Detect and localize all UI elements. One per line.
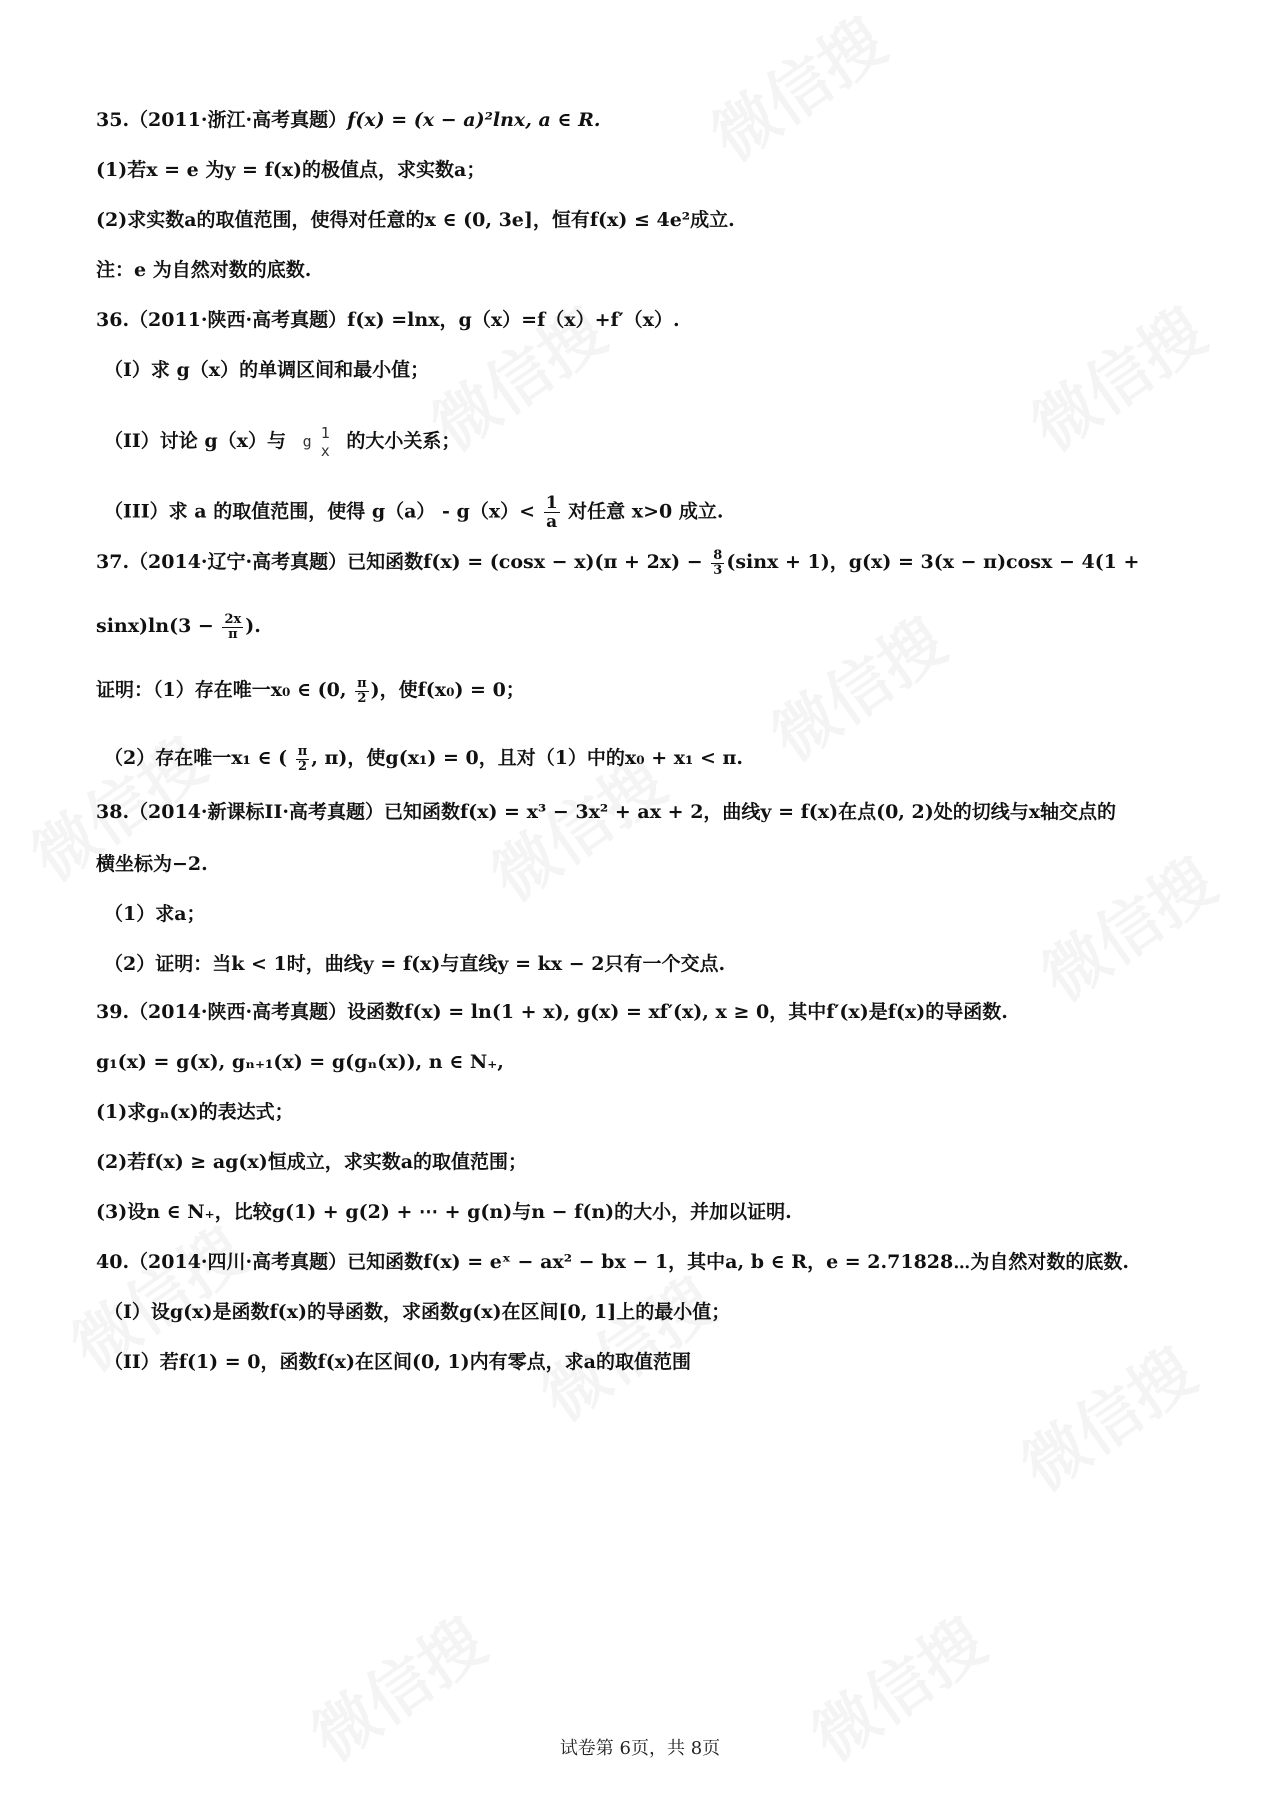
g-arg-numerator: 1 [320,424,330,442]
q40-formula: 已知函数f(x) = eˣ − ax² − bx − 1，其中a, b ∈ R，e = 2.71828⋯为自然对数的底数. [347,1251,1129,1273]
q35-note: 注：e 为自然对数的底数. [96,259,312,281]
q37-part1 [96,676,1220,706]
fraction-denominator: 2 [357,690,367,706]
q35-formula: f(x) = (x − a)²lnx, a ∈ R. [347,109,601,131]
q37-formula-c: sinx)ln(3 − [96,615,214,637]
fraction-numerator: π [297,743,308,759]
pi-over-two-fraction [355,677,369,706]
q39-part1: (1)求gₙ(x)的表达式； [96,1101,294,1123]
q38-stem [96,798,1220,826]
q38-part2: （2）证明：当k < 1时，曲线y = f(x)与直线y = kx − 2只有一个交点. [104,953,726,975]
q36-part3 [104,494,1220,531]
q40-part2: （II）若f(1) = 0，函数f(x)在区间(0, 1)内有零点，求a的取值范围 [104,1351,691,1373]
q38-formula: 已知函数f(x) = x³ − 3x² + ax + 2，曲线y = f(x)在点(0, 2)处的切线与x轴交点的 [383,801,1117,823]
fraction-numerator: π [357,675,367,691]
q36-header: 36.（2011·陕西·高考真题） [96,309,348,331]
pi-over-two-fraction [296,745,310,774]
q37-formula-a: 已知函数f(x) = (cosx − x)(π + 2x) − [347,551,703,573]
q40-stem [96,1248,1220,1276]
fraction-denominator: 3 [713,562,723,578]
q36-part2 [104,424,1220,460]
q40-header: 40.（2014·四川·高考真题） [96,1251,348,1273]
q37-part2-pre: （2）存在唯一x₁ ∈ ( [104,747,288,769]
g-label: g [302,432,312,451]
q36-stem [96,306,1220,334]
q35-stem [96,106,1220,134]
g-one-over-x-image [303,424,330,460]
fraction-numerator: 8 [713,547,723,563]
q38-header: 38.（2014·新课标II·高考真题） [96,801,384,823]
q37-part2-post: , π)，使g(x₁) = 0，且对（1）中的x₀ + x₁ < π. [311,747,744,769]
eight-thirds-fraction [711,549,724,578]
watermark-text [691,0,901,179]
q37-stem-cont [96,612,1220,642]
q37-part1-pre: 证明：（1）存在唯一x₀ ∈ (0, [96,679,347,701]
fraction-denominator: 2 [298,758,308,774]
watermark-text [521,1253,731,1438]
q39-part2: (2)若f(x) ≥ ag(x)恒成立，求实数a的取值范围； [96,1151,528,1173]
q39-part3: (3)设n ∈ N₊，比较g(1) + g(2) + ⋯ + g(n)与n − f(n)的大小，并加以证明. [96,1201,792,1223]
q36-part3-post: 对任意 x>0 成立. [568,500,724,523]
q37-stem [96,548,1220,578]
fraction-denominator: a [546,512,558,532]
q40-part1: （I）设g(x)是函数f(x)的导函数，求函数g(x)在区间[0, 1]上的最小值； [104,1301,731,1323]
fraction-numerator: 1 [545,493,558,513]
fraction-numerator: 2x [224,611,242,627]
g-arg-fraction [321,424,330,460]
two-x-over-pi-fraction [222,613,243,642]
q36-part3-pre: （III）求 a 的取值范围，使得 g（a） - g（x）< [104,500,536,523]
q39-stem-cont: g₁(x) = g(x), gₙ₊₁(x) = g(gₙ(x)), n ∈ N₊, [96,1051,504,1073]
q36-part2-post: 的大小关系； [346,430,461,452]
q37-header: 37.（2014·辽宁·高考真题） [96,551,348,573]
fraction-denominator: π [228,626,238,642]
q37-formula-b: (sinx + 1)，g(x) = 3(x − π)cosx − 4(1 + [726,551,1140,573]
g-arg-denominator: x [320,442,330,460]
q39-formula: 设函数f(x) = ln(1 + x), g(x) = xf′(x), x ≥ 0，其中f′(x)是f(x)的导函数. [347,1001,1008,1023]
q35-header: 35.（2011·浙江·高考真题） [96,109,348,131]
q37-part2 [104,744,1220,774]
q35-part1: (1)若x = e 为y = f(x)的极值点，求实数a； [96,159,486,181]
q39-stem [96,998,1220,1026]
q35-part2: (2)求实数a的取值范围，使得对任意的x ∈ (0, 3e]，恒有f(x) ≤ 4e²成立. [96,209,735,231]
one-over-a-fraction [544,494,560,531]
q37-part1-post: )，使f(x₀) = 0； [370,679,525,701]
q38-stem-cont: 横坐标为−2. [96,853,208,875]
q36-part2-pre: （II）讨论 g（x）与 [104,430,287,452]
q39-header: 39.（2014·陕西·高考真题） [96,1001,348,1023]
q36-part1: （I）求 g（x）的单调区间和最小值； [104,359,430,381]
q38-part1: （1）求a； [104,903,206,925]
q36-formula: f(x) =lnx，g（x）=f（x）+f′（x）. [347,309,680,331]
q37-formula-c-post: ). [245,615,261,637]
page-footer: 试卷第 6页，共 8页 [559,1738,721,1759]
